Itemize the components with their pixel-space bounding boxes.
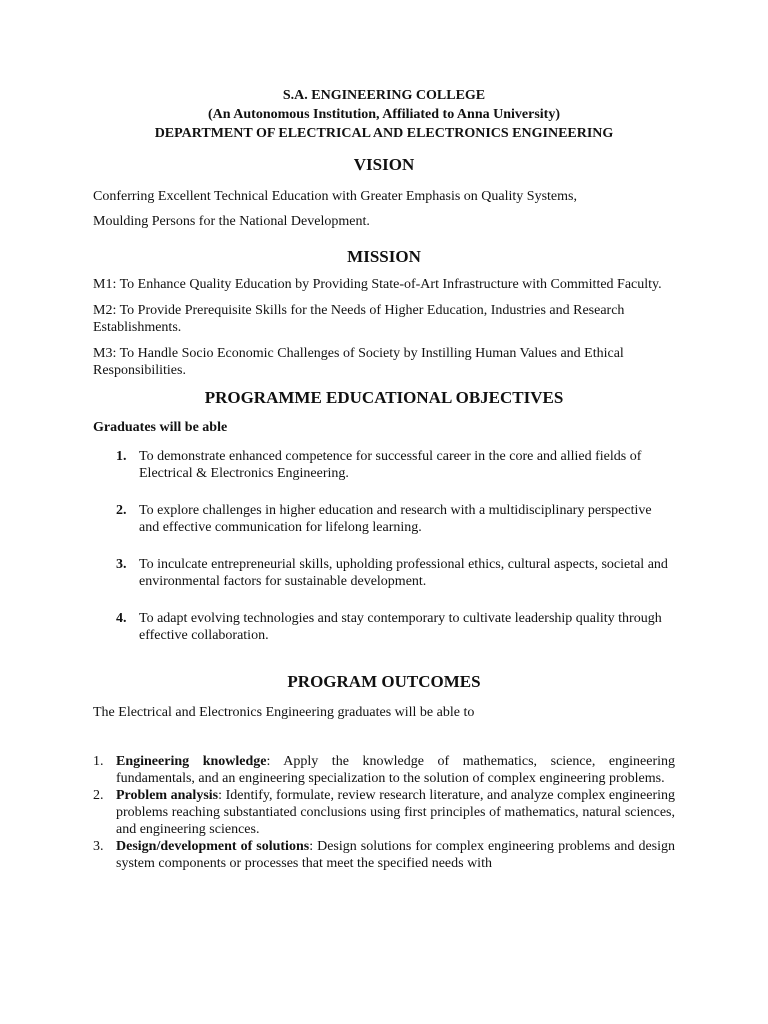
peo-text: To inculcate entrepreneurial skills, upholding professional ethics, cultural aspects, societal and environmental factors for sustainable development. <box>139 557 668 589</box>
mission-item-m1: M1: To Enhance Quality Education by Providing State-of-Art Infrastructure with Committed Faculty. <box>93 277 662 292</box>
po-number: 2. <box>93 788 104 803</box>
peo-number: 3. <box>116 557 127 572</box>
po-text <box>116 787 675 838</box>
vision-heading: VISION <box>353 155 415 174</box>
po-text <box>116 753 675 787</box>
po-term: Engineering knowledge <box>116 754 267 769</box>
vision-line-2: Moulding Persons for the National Development. <box>93 214 370 229</box>
list-item <box>93 753 675 787</box>
po-description: : Design solutions for complex engineering problems and design system components or processes that meet the specified needs with <box>116 839 676 871</box>
list-item <box>93 502 675 536</box>
po-text <box>116 838 675 872</box>
department-name: DEPARTMENT OF ELECTRICAL AND ELECTRONICS ENGINEERING <box>154 126 614 141</box>
po-description: : Identify, formulate, review research literature, and analyze complex engineering problems reaching substantiated conclusions using first principles of mathematics, natural sciences, and engineering sciences. <box>116 788 675 837</box>
document-page <box>93 86 675 872</box>
peo-number: 4. <box>116 611 127 626</box>
peo-intro: Graduates will be able <box>93 420 228 435</box>
peo-number: 1. <box>116 449 127 464</box>
po-intro: The Electrical and Electronics Engineering graduates will be able to <box>93 705 475 720</box>
peo-text: To explore challenges in higher education and research with a multidisciplinary perspective and effective communication for lifelong learning. <box>139 503 652 535</box>
mission-heading: MISSION <box>347 247 421 266</box>
po-list <box>93 753 675 872</box>
po-description: : Apply the knowledge of mathematics, science, engineering fundamentals, and an engineering specialization to the solution of complex engineering problems. <box>116 754 675 786</box>
peo-number: 2. <box>116 503 127 518</box>
peo-text: To demonstrate enhanced competence for successful career in the core and allied fields of Electrical & Electronics Engineering. <box>139 449 642 481</box>
college-name: S.A. ENGINEERING COLLEGE <box>282 88 486 103</box>
mission-item-m3: M3: To Handle Socio Economic Challenges of Society by Instilling Human Values and Ethical Responsibilities. <box>93 346 624 378</box>
list-item <box>93 556 675 590</box>
mission-item-m2: M2: To Provide Prerequisite Skills for the Needs of Higher Education, Industries and Research Establishments. <box>93 303 625 335</box>
list-item <box>93 610 675 644</box>
peo-text: To adapt evolving technologies and stay contemporary to cultivate leadership quality through effective collaboration. <box>139 611 662 643</box>
college-affiliation: (An Autonomous Institution, Affiliated to Anna University) <box>208 107 560 122</box>
po-heading: PROGRAM OUTCOMES <box>287 672 481 691</box>
list-item <box>93 838 675 872</box>
peo-list <box>93 448 675 644</box>
vision-line-1: Conferring Excellent Technical Education with Greater Emphasis on Quality Systems, <box>93 189 577 204</box>
po-term: Design/development of solutions <box>116 839 310 854</box>
peo-heading: PROGRAMME EDUCATIONAL OBJECTIVES <box>204 388 564 407</box>
list-item <box>93 448 675 482</box>
po-number: 3. <box>93 839 104 854</box>
po-term: Problem analysis <box>116 788 219 803</box>
document-header <box>93 86 675 143</box>
list-item <box>93 787 675 838</box>
po-number: 1. <box>93 754 104 769</box>
